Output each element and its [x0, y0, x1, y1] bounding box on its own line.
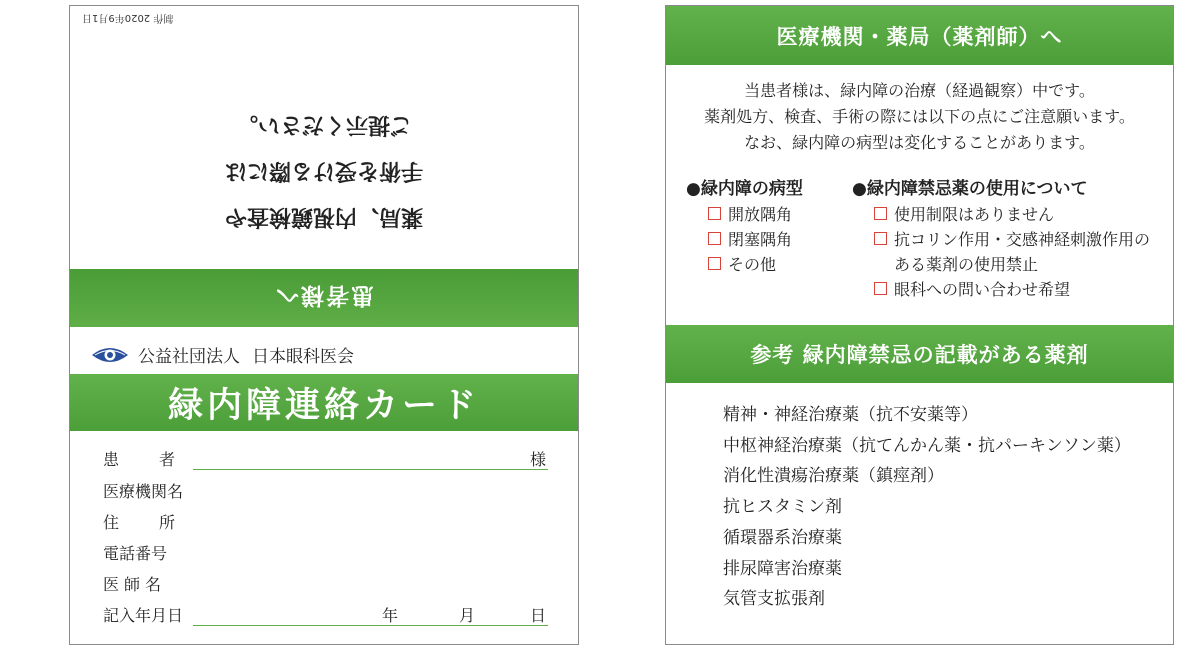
contra-option[interactable] [874, 227, 1164, 277]
date-label: 記入年月日 [103, 606, 184, 625]
contra-option[interactable] [874, 277, 1164, 302]
drug-item: 気管支拡張剤 [723, 589, 825, 610]
association-type: 公益社団法人 [138, 347, 240, 367]
contra-option-label: 抗コリン作用・交感神経刺激作用のある薬剤の使用禁止 [894, 230, 1151, 274]
type-option-label: 閉塞隅角 [728, 230, 793, 249]
type-option-label: その他 [728, 255, 777, 274]
checkbox-icon[interactable] [708, 232, 721, 245]
day-label: 日 [529, 606, 546, 625]
patient-banner: 患者様へ [70, 269, 578, 327]
type-option-label: 開放隅角 [728, 205, 793, 224]
checkbox-icon[interactable] [708, 207, 721, 220]
glaucoma-type-list [708, 202, 792, 277]
contact-card-front [69, 5, 579, 645]
card-title: 緑内障連絡カード [70, 374, 578, 431]
section-header-reference: 参考 緑内障禁忌の記載がある薬剤 [666, 325, 1173, 383]
phone-label[interactable]: 電話番号 [103, 544, 168, 563]
type-option[interactable] [708, 227, 792, 252]
patient-name-line[interactable] [193, 469, 548, 470]
patient-facing-section [70, 6, 578, 327]
type-option[interactable] [708, 252, 792, 277]
institution-label[interactable]: 医療機関名 [103, 482, 184, 501]
contra-option-label: 眼科への問い合わせ希望 [894, 280, 1071, 299]
year-label: 年 [382, 606, 399, 625]
production-date: 制作 2020年9月1日 [82, 12, 174, 23]
checkbox-icon[interactable] [708, 257, 721, 270]
glaucoma-type-title: ●緑内障の病型 [686, 179, 803, 199]
intro-text [666, 78, 1173, 156]
patient-instructions [70, 101, 578, 239]
contra-option-label: 使用制限はありません [894, 205, 1055, 224]
drug-item: 中枢神経治療薬（抗てんかん薬・抗パーキンソン薬） [723, 435, 1131, 456]
address-label[interactable]: 住 所 [103, 513, 188, 532]
contact-card-back [665, 5, 1174, 645]
contraindication-title: ●緑内障禁忌薬の使用について [852, 179, 1088, 199]
drug-item: 循環器系治療薬 [723, 527, 842, 548]
drug-list [723, 400, 1131, 615]
drug-item: 抗ヒスタミン剤 [723, 497, 842, 518]
patient-suffix: 様 [529, 450, 546, 469]
drug-item: 消化性潰瘍治療薬（鎮痙剤） [723, 466, 944, 487]
contraindication-list [874, 202, 1164, 302]
intro-line: 薬剤処方、検査、手術の際には以下の点にご注意願います。 [704, 107, 1135, 126]
intro-line: 当患者様は、緑内障の治療（経過観察）中です。 [744, 81, 1095, 100]
checkbox-icon[interactable] [874, 282, 887, 295]
patient-instruction-line: 手術を受ける際には [225, 158, 424, 183]
patient-instruction-line: 薬局、内視鏡検査や [225, 204, 424, 229]
type-option[interactable] [708, 202, 792, 227]
date-line[interactable] [193, 625, 548, 626]
patient-label: 患 者 [103, 450, 188, 469]
association-header [90, 342, 354, 367]
section-header-institutions: 医療機関・薬局（薬剤師）へ [666, 6, 1173, 65]
drug-item: 精神・神経治療薬（抗不安薬等） [723, 405, 978, 425]
drug-item: 排尿障害治療薬 [723, 558, 842, 579]
checkbox-icon[interactable] [874, 207, 887, 220]
checkbox-icon[interactable] [874, 232, 887, 245]
month-label: 月 [459, 606, 476, 625]
association-name: 日本眼科医会 [252, 347, 354, 367]
doctor-label[interactable]: 医師名 [103, 575, 167, 594]
intro-line: なお、緑内障の病型は変化することがあります。 [744, 133, 1095, 152]
contra-option[interactable] [874, 202, 1164, 227]
patient-instruction-line: ご提示ください。 [236, 112, 413, 137]
eye-logo-icon [90, 345, 130, 365]
